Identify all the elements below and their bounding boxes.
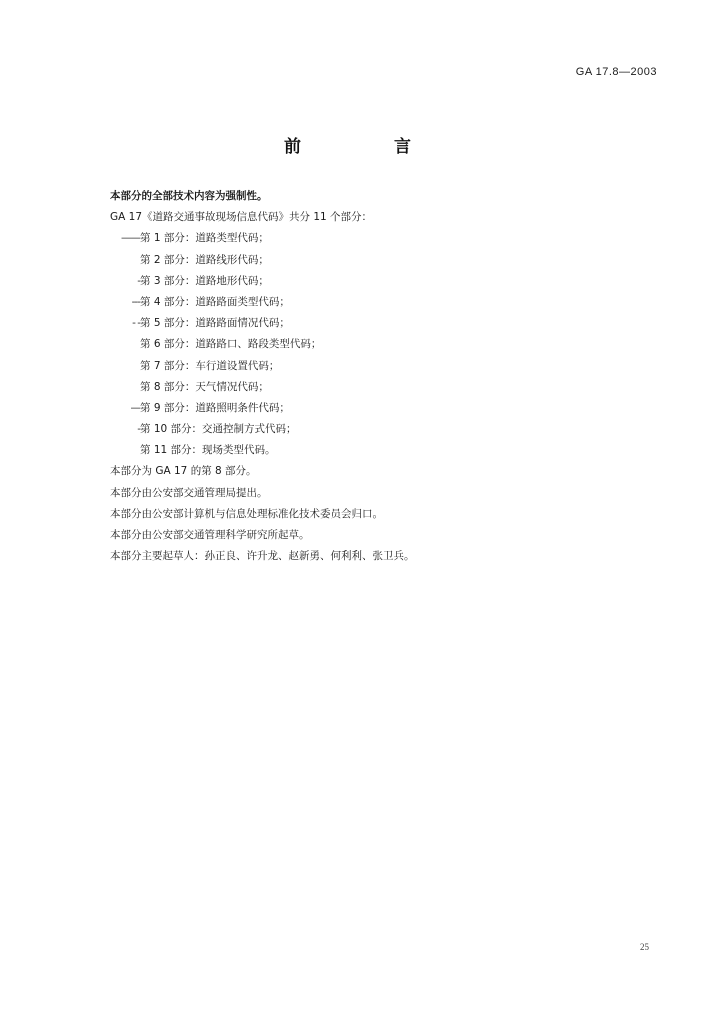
drafters-statement: 本部分主要起草人：孙正良、许升龙、赵新勇、何利利、张卫兵。 [110,550,415,563]
list-item [110,313,670,334]
list-item-text: 第 11 部分：现场类型代码。 [140,444,276,457]
list-item-text: 第 6 部分：道路路口、路段类型代码； [140,338,322,351]
drafted-by-statement: 本部分由公安部交通管理科学研究所起草。 [110,529,310,541]
page-number: 25 [640,942,649,952]
list-item [110,250,670,271]
list-item-prefix: —— [121,232,140,245]
list-item [110,356,670,377]
list-item [110,271,670,292]
list-item [110,334,670,355]
part-of-statement: 本部分为 GA 17 的第 8 部分。 [110,465,257,478]
list-item [110,377,670,398]
list-item-prefix: - [137,274,140,287]
page-title: 前 言 [284,137,449,157]
standard-code: GA 17.8—2003 [575,66,657,78]
list-item-text: 第 8 部分：天气情况代码； [140,380,269,393]
foreword-body [110,186,670,567]
list-item-text: 第 3 部分：道路地形代码； [140,274,269,287]
list-item [110,419,670,440]
managed-by-statement: 本部分由公安部计算机与信息处理标准化技术委员会归口。 [110,507,383,520]
list-item [110,228,670,249]
list-item-text: 第 1 部分：道路类型代码； [140,232,269,245]
list-item-prefix: --- [131,295,140,308]
list-item-text: 第 10 部分：交通控制方式代码； [140,423,297,436]
parts-list [110,228,670,461]
proposed-by-statement: 本部分由公安部交通管理局提出。 [110,486,268,499]
list-item [110,440,670,461]
list-item [110,292,670,313]
list-item [110,398,670,419]
list-item-text: 第 7 部分：车行道设置代码； [140,359,280,372]
list-item-prefix: - [137,423,140,436]
list-item-text: 第 2 部分：道路线形代码； [140,253,269,266]
list-item-text: 第 4 部分：道路路面类型代码； [140,295,290,308]
mandatory-statement: 本部分的全部技术内容为强制性。 [110,190,268,202]
intro-statement: GA 17《道路交通事故现场信息代码》共分 11 个部分： [110,211,373,224]
list-item-prefix: - - [132,317,140,330]
list-item-text: 第 9 部分：道路照明条件代码； [140,401,290,414]
list-item-text: 第 5 部分：道路路面情况代码； [140,317,290,330]
list-item-prefix: — [130,401,140,414]
